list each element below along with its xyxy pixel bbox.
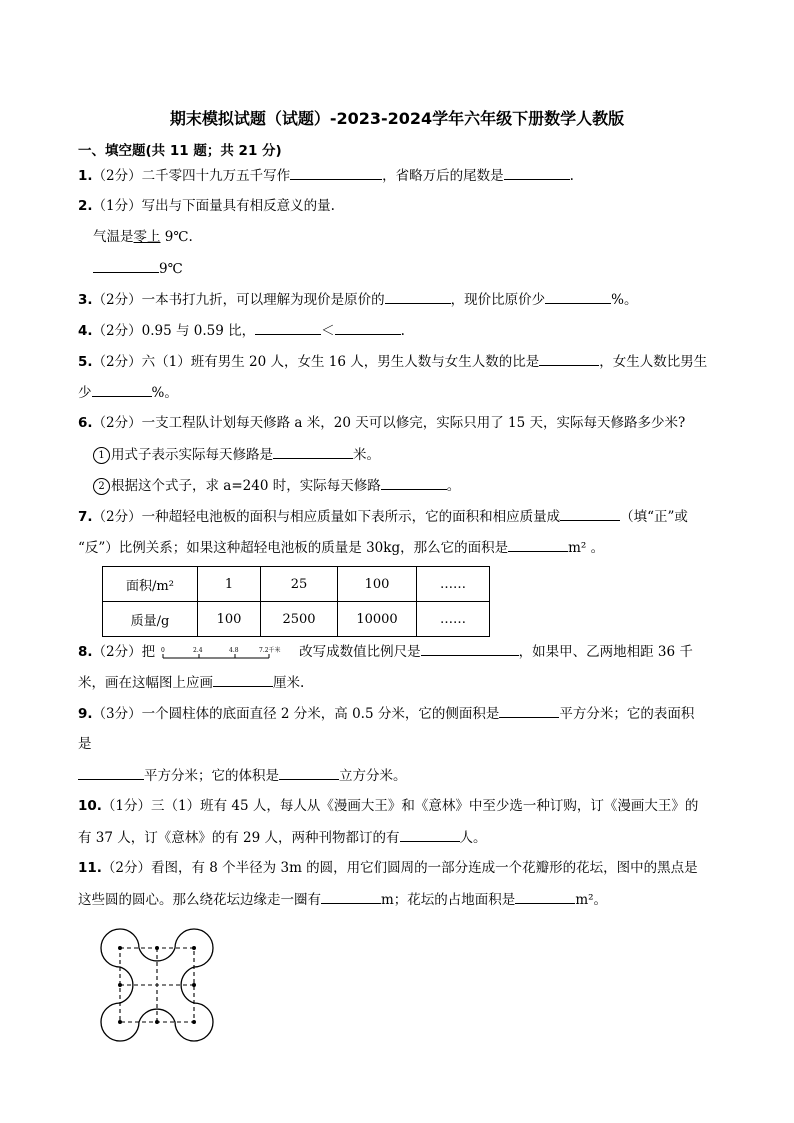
answer-blank[interactable] bbox=[560, 506, 620, 521]
answer-blank[interactable] bbox=[385, 289, 451, 304]
answer-blank[interactable] bbox=[421, 641, 519, 656]
answer-blank[interactable] bbox=[279, 765, 339, 780]
center-dot bbox=[155, 1020, 159, 1024]
question-11: 11.（2分）看图，有 8 个半径为 3m 的圆，用它们圆周的一部分连成一个花瓣形的花坛，图中的黑点是 bbox=[78, 860, 698, 876]
flower-bed-figure bbox=[96, 924, 218, 1046]
section-heading: 一、填空题(共 11 题；共 21 分) bbox=[78, 143, 282, 159]
answer-blank[interactable] bbox=[255, 320, 321, 335]
table-cell: 100 bbox=[198, 602, 261, 637]
question-7-line2: “反”）比例关系；如果这种超轻电池板的质量是 30kg，那么它的面积是 m² 。 bbox=[78, 537, 604, 558]
line-scale-figure bbox=[159, 644, 295, 662]
table-row bbox=[103, 602, 490, 637]
question-3: 3.（2分）一本书打九折，可以理解为现价是原价的 ，现价比原价少 %。 bbox=[78, 289, 637, 310]
table-cell: 1 bbox=[198, 567, 261, 602]
table-cell: 质量/g bbox=[103, 602, 198, 637]
center-dot bbox=[192, 983, 196, 987]
answer-blank[interactable] bbox=[290, 165, 382, 180]
center-dot bbox=[192, 1020, 196, 1024]
question-8: 8.（2分）把 0 2.4 4.8 7.2千米 改写成数值比例尺是 ，如果甲、乙两地相距 36 千 bbox=[78, 641, 693, 662]
center-dot bbox=[118, 946, 122, 950]
answer-blank[interactable] bbox=[213, 672, 273, 687]
question-9: 9.（3分）一个圆柱体的底面直径 2 分米，高 0.5 分米，它的侧面积是 平方分米；它的表面积 bbox=[78, 703, 694, 724]
question-5-line2: 少 %。 bbox=[78, 382, 178, 403]
question-9-line3: 平方分米；它的体积是 立方分米。 bbox=[78, 765, 407, 786]
question-4: 4.（2分）0.95 与 0.59 比， ＜ . bbox=[78, 320, 405, 341]
question-9-line2: 是 bbox=[78, 736, 92, 752]
answer-blank[interactable] bbox=[508, 537, 568, 552]
answer-blank[interactable] bbox=[321, 889, 381, 904]
question-8-line2: 米，画在这幅图上应画 厘米. bbox=[78, 672, 304, 693]
answer-blank[interactable] bbox=[381, 475, 447, 490]
center-dot bbox=[118, 1020, 122, 1024]
answer-blank[interactable] bbox=[400, 827, 460, 842]
table-cell: …… bbox=[417, 602, 490, 637]
question-10-line2: 有 37 人，订《意林》的有 29 人，两种刊物都订的有 人。 bbox=[78, 827, 487, 848]
question-1: 1.（2分）二千零四十九万五千写作 ，省略万后的尾数是 . bbox=[78, 165, 574, 186]
question-2-line2: 气温是零上 9℃. bbox=[93, 229, 193, 245]
question-6-sub1: 1 用式子表示实际每天修路是 米。 bbox=[93, 444, 380, 465]
table-cell: 面积/m² bbox=[103, 567, 198, 602]
table-cell: …… bbox=[417, 567, 490, 602]
center-dot bbox=[118, 983, 122, 987]
scale-label: 2.4 bbox=[193, 646, 203, 654]
question-6: 6.（2分）一支工程队计划每天修路 a 米，20 天可以修完，实际只用了 15 天，实际每天修路多少米? bbox=[78, 415, 686, 431]
answer-blank[interactable] bbox=[93, 258, 159, 273]
scale-label: 7.2千米 bbox=[259, 646, 281, 654]
answer-blank[interactable] bbox=[499, 703, 559, 718]
circled-number-marker: 1 bbox=[93, 447, 110, 464]
center-dot bbox=[192, 946, 196, 950]
answer-blank[interactable] bbox=[545, 289, 611, 304]
table-cell: 2500 bbox=[261, 602, 338, 637]
table-cell: 10000 bbox=[338, 602, 417, 637]
question-2-line3: 9℃ bbox=[93, 258, 183, 279]
question-7: 7.（2分）一种超轻电池板的面积与相应质量如下表所示，它的面积和相应质量成 （填“正”或 bbox=[78, 506, 688, 527]
table-row bbox=[103, 567, 490, 602]
answer-blank[interactable] bbox=[504, 165, 570, 180]
answer-blank[interactable] bbox=[273, 444, 353, 459]
center-dot bbox=[155, 946, 159, 950]
question-2: 2.（1分）写出与下面量具有相反意义的量. bbox=[78, 198, 335, 214]
scale-label: 0 bbox=[161, 646, 165, 654]
answer-blank[interactable] bbox=[78, 765, 144, 780]
answer-blank[interactable] bbox=[92, 382, 152, 397]
area-mass-table bbox=[102, 566, 490, 637]
scale-label: 4.8 bbox=[229, 646, 239, 654]
question-5: 5.（2分）六（1）班有男生 20 人，女生 16 人，男生人数与女生人数的比是 ，女生人数比男生 bbox=[78, 351, 707, 372]
answer-blank[interactable] bbox=[539, 351, 599, 366]
page-title: 期末模拟试题（试题）-2023-2024学年六年级下册数学人教版 bbox=[169, 109, 625, 128]
circled-number-marker: 2 bbox=[93, 478, 110, 495]
question-11-line2: 这些圆的圆心。那么绕花坛边缘走一圈有 m；花坛的占地面积是 m²。 bbox=[78, 889, 607, 910]
answer-blank[interactable] bbox=[515, 889, 575, 904]
answer-blank[interactable] bbox=[335, 320, 401, 335]
question-6-sub2: 2 根据这个式子，求 a=240 时，实际每天修路 。 bbox=[93, 475, 460, 496]
table-cell: 100 bbox=[338, 567, 417, 602]
dashed-grid bbox=[120, 948, 194, 1022]
table-cell: 25 bbox=[261, 567, 338, 602]
question-10: 10.（1分）三（1）班有 45 人，每人从《漫画大王》和《意林》中至少选一种订购，订《漫画大王》的 bbox=[78, 798, 699, 814]
